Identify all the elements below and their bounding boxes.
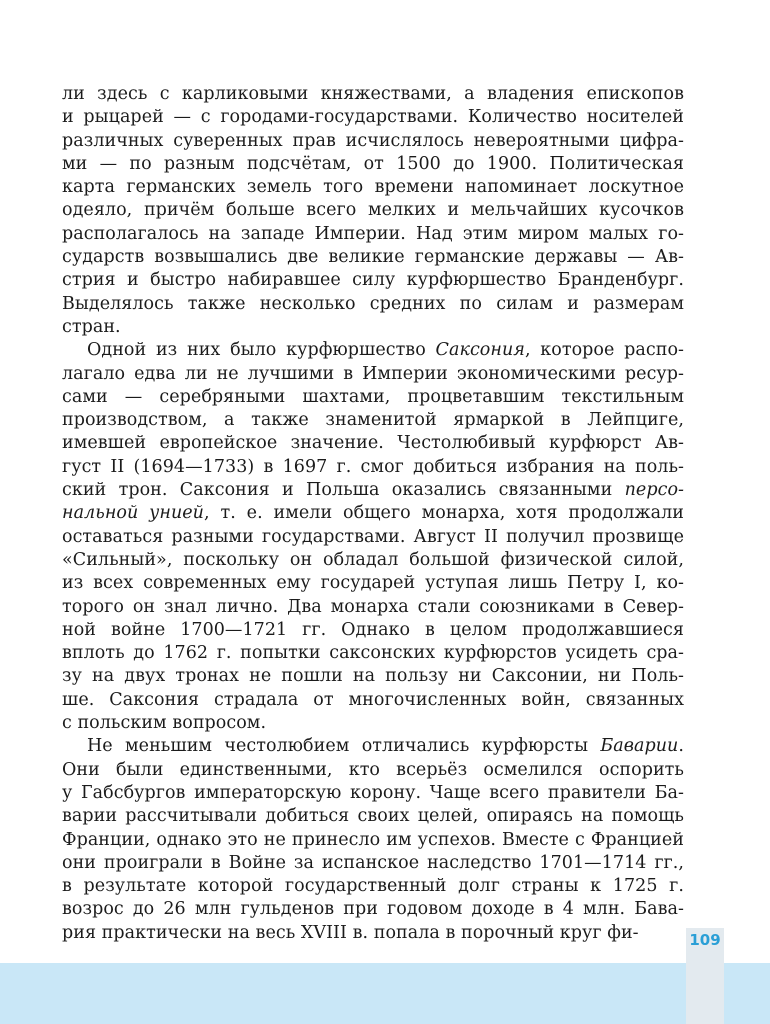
text-line: располагалось на западе Империи. Над этим миром малых го-	[62, 223, 684, 244]
text-line	[62, 502, 684, 525]
page-number: 109	[689, 931, 721, 949]
text-line: они проиграли в Войне за испанское наследство 1701—1714 гг.,	[62, 852, 684, 873]
text-line	[62, 735, 684, 758]
text-line: карта германских земель того времени напоминает лоскутное	[62, 177, 684, 198]
text-line: лагало едва ли не лучшими в Империи экономическими ресур-	[62, 363, 684, 384]
text-line: Они были единственными, кто всерьёз осмелился оспорить	[62, 759, 684, 780]
text-line: из всех современных ему государей уступая лишь Петру I, ко-	[62, 573, 684, 594]
text-line: одеяло, причём больше всего мелких и мельчайших кусочков	[62, 200, 684, 221]
text-line: стрия и быстро набиравшее силу курфюршество Бранденбург.	[62, 270, 684, 291]
text-line: ной войне 1700—1721 гг. Однако в целом продолжавшиеся	[62, 619, 684, 640]
text-line: вплоть до 1762 г. попытки саксонских курфюрстов усидеть сра-	[62, 643, 684, 664]
bottom-color-band	[0, 963, 770, 1024]
text-line: производством, а также знаменитой ярмаркой в Лейпциге,	[62, 410, 684, 431]
italic-term: нальной унией	[62, 503, 204, 524]
text-line: Франции, однако это не принесло им успехов. Вместе с Францией	[62, 829, 684, 850]
text-line: «Сильный», поскольку он обладал большой физической силой,	[62, 549, 684, 570]
text-line: стран.	[62, 316, 121, 337]
text-line: торого он знал лично. Два монарха стали союзниками в Север-	[62, 596, 684, 617]
text-run: Не меньшим честолюбием отличались курфюрсты	[87, 736, 601, 757]
text-line: в результате которой государственный долг страны к 1725 г.	[62, 876, 684, 897]
text-run: Одной из них было курфюршество	[87, 340, 436, 361]
text-line: у Габсбургов императорскую корону. Чаще всего правители Ба-	[62, 782, 684, 803]
text-line	[62, 479, 684, 502]
text-line: рия практически на весь XVIII в. попала в порочный круг фи-	[62, 922, 639, 943]
text-line: густ II (1694—1733) в 1697 г. смог добиться избрания на поль-	[62, 456, 684, 477]
text-line: различных суверенных прав исчислялось невероятными цифра-	[62, 130, 684, 151]
text-run: , которое распо-	[524, 340, 684, 361]
italic-term: Саксония	[435, 340, 525, 361]
body-text	[62, 83, 684, 945]
text-line: сударств возвышались две великие германские державы — Ав-	[62, 247, 684, 268]
text-line: и рыцарей — с городами-государствами. Количество носителей	[62, 107, 684, 128]
text-line: возрос до 26 млн гульденов при годовом доходе в 4 млн. Бава-	[62, 899, 684, 920]
text-run: ский трон. Саксония и Польша оказались связанными	[62, 480, 625, 501]
text-line: оставаться разными государствами. Август II получил прозвище	[62, 526, 684, 547]
text-line: ше. Саксония страдала от многочисленных войн, связанных	[62, 689, 684, 710]
text-line: зу на двух тронах не пошли на пользу ни Саксонии, ни Поль-	[62, 666, 684, 687]
text-line	[62, 339, 684, 362]
text-run: , т. е. имели общего монарха, хотя продолжали	[204, 503, 684, 524]
text-line: ми — по разным подсчётам, от 1500 до 1900. Политическая	[62, 153, 684, 174]
text-line: имевшей европейское значение. Честолюбивый курфюрст Ав-	[62, 433, 684, 454]
italic-term: персо-	[624, 480, 684, 501]
text-line: ли здесь с карликовыми княжествами, а владения епископов	[62, 84, 684, 104]
italic-term: Баварии	[600, 736, 679, 757]
text-line: с польским вопросом.	[62, 713, 267, 734]
text-run: .	[678, 736, 684, 757]
text-line: Выделялось также несколько средних по силам и размерам	[62, 293, 684, 314]
text-line: варии рассчитывали добиться своих целей, опираясь на помощь	[62, 806, 684, 827]
text-line: сами — серебряными шахтами, процветавшим текстильным	[62, 386, 684, 407]
